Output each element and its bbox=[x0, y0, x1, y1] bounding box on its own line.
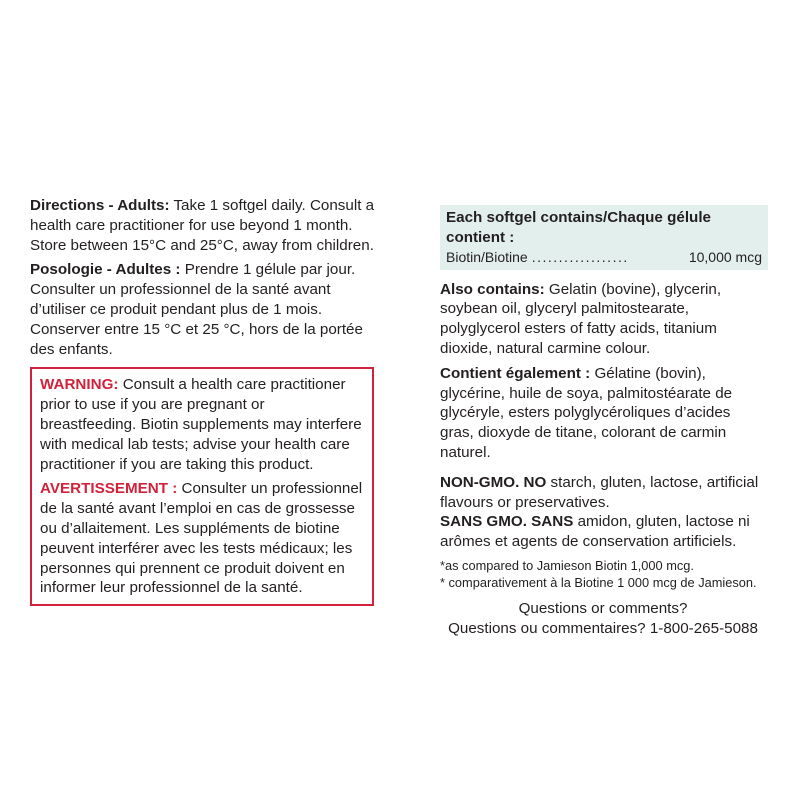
footnote-fr: * comparativement à la Biotine 1 000 mcg de Jamieson. bbox=[440, 574, 757, 590]
directions-fr bbox=[30, 260, 386, 359]
non-gmo-fr-label: SANS GMO. SANS bbox=[440, 513, 574, 531]
also-contains-en bbox=[440, 280, 766, 359]
ingredient-leader-dots: .................. bbox=[531, 248, 629, 265]
warning-en-text: Consult a health care practitioner prior to use if you are pregnant or breastfeeding. Biotin supplements may interfere with medical lab tests; advise your health care practitioner if you are taking this product. bbox=[40, 376, 362, 473]
directions-fr-text: Prendre 1 gélule par jour. Consulter un professionnel de la santé avant d’utiliser ce produit pendant plus de 1 mois. Conserver entre 15 °C et 25 °C, hors de la portée des enfants. bbox=[30, 261, 363, 358]
directions-fr-label: Posologie - Adultes : bbox=[30, 261, 181, 279]
warning-en bbox=[40, 375, 364, 474]
also-contains-en-text: Gelatin (bovine), glycerin, soybean oil, glyceryl palmitostearate, polyglycerol esters of fatty acids, titanium dioxide, natural carmine colour. bbox=[440, 280, 722, 357]
directions-en-label: Directions - Adults: bbox=[30, 197, 170, 214]
non-gmo-fr-text: amidon, gluten, lactose ni arômes et agents de conservation artificiels. bbox=[440, 513, 750, 551]
right-column bbox=[440, 205, 766, 639]
also-contains-fr-label: Contient également : bbox=[440, 364, 591, 382]
directions-en-text: Take 1 softgel daily. Consult a health care practitioner for use beyond 1 month. Store between 15°C and 25°C, away from children. bbox=[30, 197, 375, 254]
directions-en bbox=[30, 196, 386, 255]
also-contains-fr bbox=[440, 364, 766, 463]
non-gmo-en bbox=[440, 473, 766, 513]
ingredient-amount: 10,000 mcg bbox=[688, 248, 762, 265]
non-gmo-en-label: NON-GMO. NO bbox=[440, 473, 547, 491]
ingredients-heading: Each softgel contains/Chaque gélule contient : bbox=[446, 209, 711, 246]
contact-line-1: Questions or comments? bbox=[518, 599, 688, 617]
ingredients-panel bbox=[440, 205, 768, 270]
ingredient-name: Biotin/Biotine bbox=[446, 248, 528, 265]
non-gmo-fr bbox=[440, 512, 766, 552]
contact-block bbox=[440, 599, 766, 639]
also-contains-en-label: Also contains: bbox=[440, 280, 545, 298]
warning-fr-text: Consulter un professionnel de la santé avant l’emploi en cas de grossesse ou d’allaitement. Les suppléments de biotine peuvent interférer avec les tests médicaux; les personnes qui prennent ce produit doivent en informer leur professionnel de la santé. bbox=[40, 480, 363, 597]
footnote-en: *as compared to Jamieson Biotin 1,000 mcg. bbox=[440, 557, 694, 573]
warning-fr-label: AVERTISSEMENT : bbox=[40, 480, 178, 498]
warning-fr bbox=[40, 479, 364, 598]
warning-en-label: WARNING: bbox=[40, 376, 119, 394]
non-gmo-en-text: starch, gluten, lactose, artificial flavours or preservatives. bbox=[440, 473, 759, 511]
ingredient-row bbox=[446, 248, 762, 266]
warning-box bbox=[30, 367, 374, 606]
left-column bbox=[30, 196, 386, 606]
contact-line-2: Questions ou commentaires? 1-800-265-5088 bbox=[448, 619, 758, 637]
also-contains-fr-text: Gélatine (bovin), glycérine, huile de soya, palmitostéarate de glycéryle, esters polyglycéroliques d’acides gras, dioxyde de titane, colorant de carmin naturel. bbox=[440, 364, 733, 461]
